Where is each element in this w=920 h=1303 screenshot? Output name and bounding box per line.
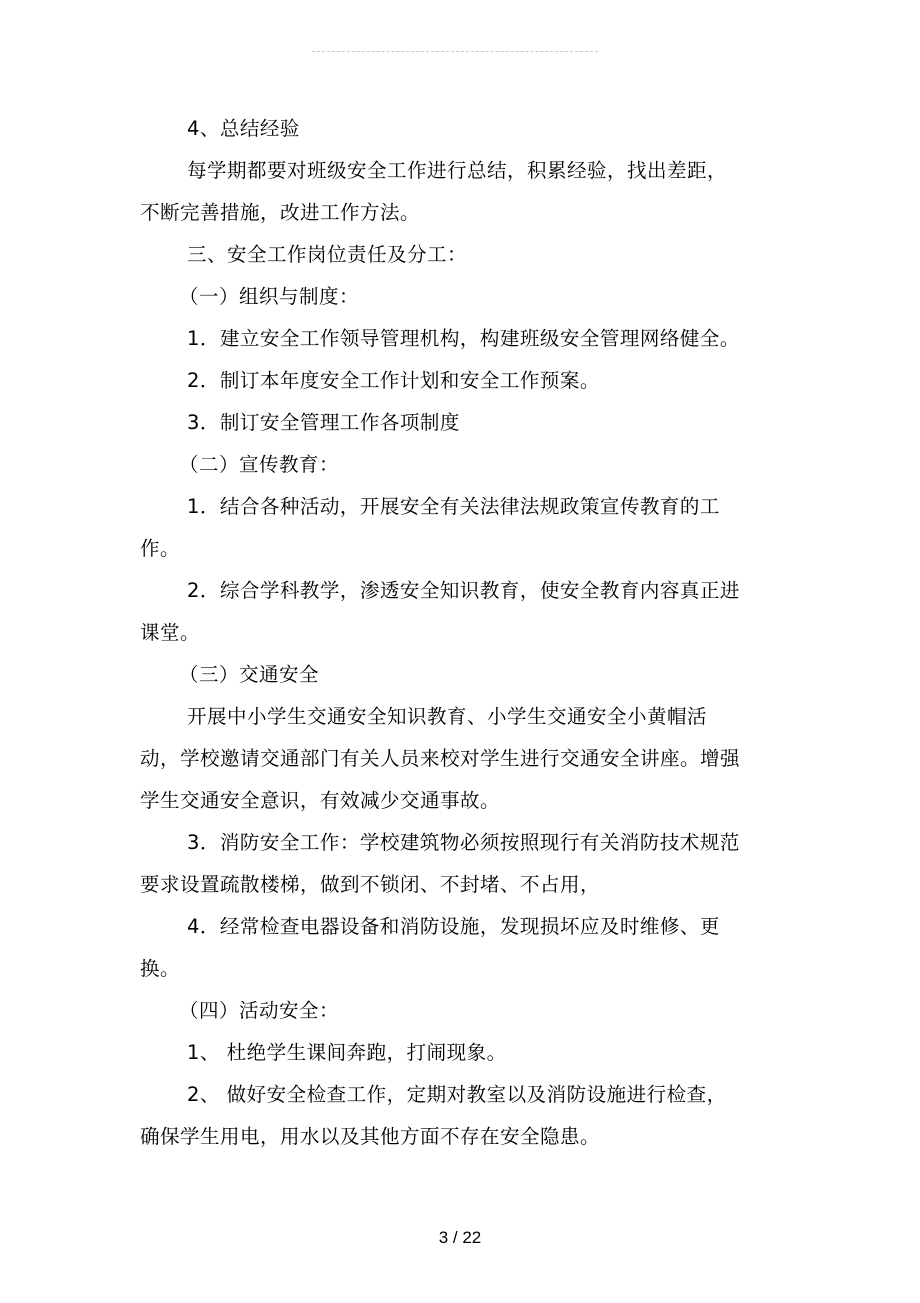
page-number: 3 / 22 — [438, 1228, 482, 1247]
subheading-activity: （四）活动安全： — [179, 999, 340, 1022]
document-body — [140, 108, 740, 1158]
list-item-activity-2: 2、 做好安全检查工作，定期对教室以及消防设施进行检查，确保学生用电，用水以及其他方面不存在安全隐患。 — [140, 1083, 727, 1148]
list-item-activity-1: 1、 杜绝学生课间奔跑，打闹现象。 — [187, 1041, 507, 1064]
list-item-fire-3: 3．消防安全工作：学校建筑物必须按照现行有关消防技术规范要求设置疏散楼梯，做到不锁闭、不封堵、不占用， — [140, 831, 740, 896]
paragraph-traffic-body: 开展中小学生交通安全知识教育、小学生交通安全小黄帽活动，学校邀请交通部门有关人员来校对学生进行交通安全讲座。增强学生交通安全意识，有效减少交通事故。 — [140, 705, 741, 812]
paragraph-summary-body: 每学期都要对班级安全工作进行总结，积累经验，找出差距，不断完善措施，改进工作方法。 — [140, 159, 728, 224]
section-heading-responsibility: 三、安全工作岗位责任及分工： — [187, 243, 468, 266]
subheading-organization: （一）组织与制度： — [179, 285, 360, 308]
list-item-org-3: 3．制订安全管理工作各项制度 — [187, 411, 460, 434]
list-item-org-2: 2．制订本年度安全工作计划和安全工作预案。 — [187, 369, 600, 392]
subheading-publicity: （二）宣传教育： — [179, 453, 340, 476]
list-item-org-1: 1．建立安全工作领导管理机构，构建班级安全管理网络健全。 — [187, 327, 740, 350]
subheading-traffic: （三）交通安全 — [179, 663, 320, 686]
list-item-publicity-2: 2．综合学科教学，渗透安全知识教育，使安全教育内容真正进课堂。 — [140, 579, 740, 644]
header-rule — [312, 51, 598, 52]
list-item-publicity-1: 1．结合各种活动，开展安全有关法律法规政策宣传教育的工作。 — [140, 495, 720, 560]
paragraph-summary-heading: 4、总结经验 — [187, 117, 300, 140]
list-item-fire-4: 4．经常检查电器设备和消防设施，发现损坏应及时维修、更换。 — [140, 915, 720, 980]
